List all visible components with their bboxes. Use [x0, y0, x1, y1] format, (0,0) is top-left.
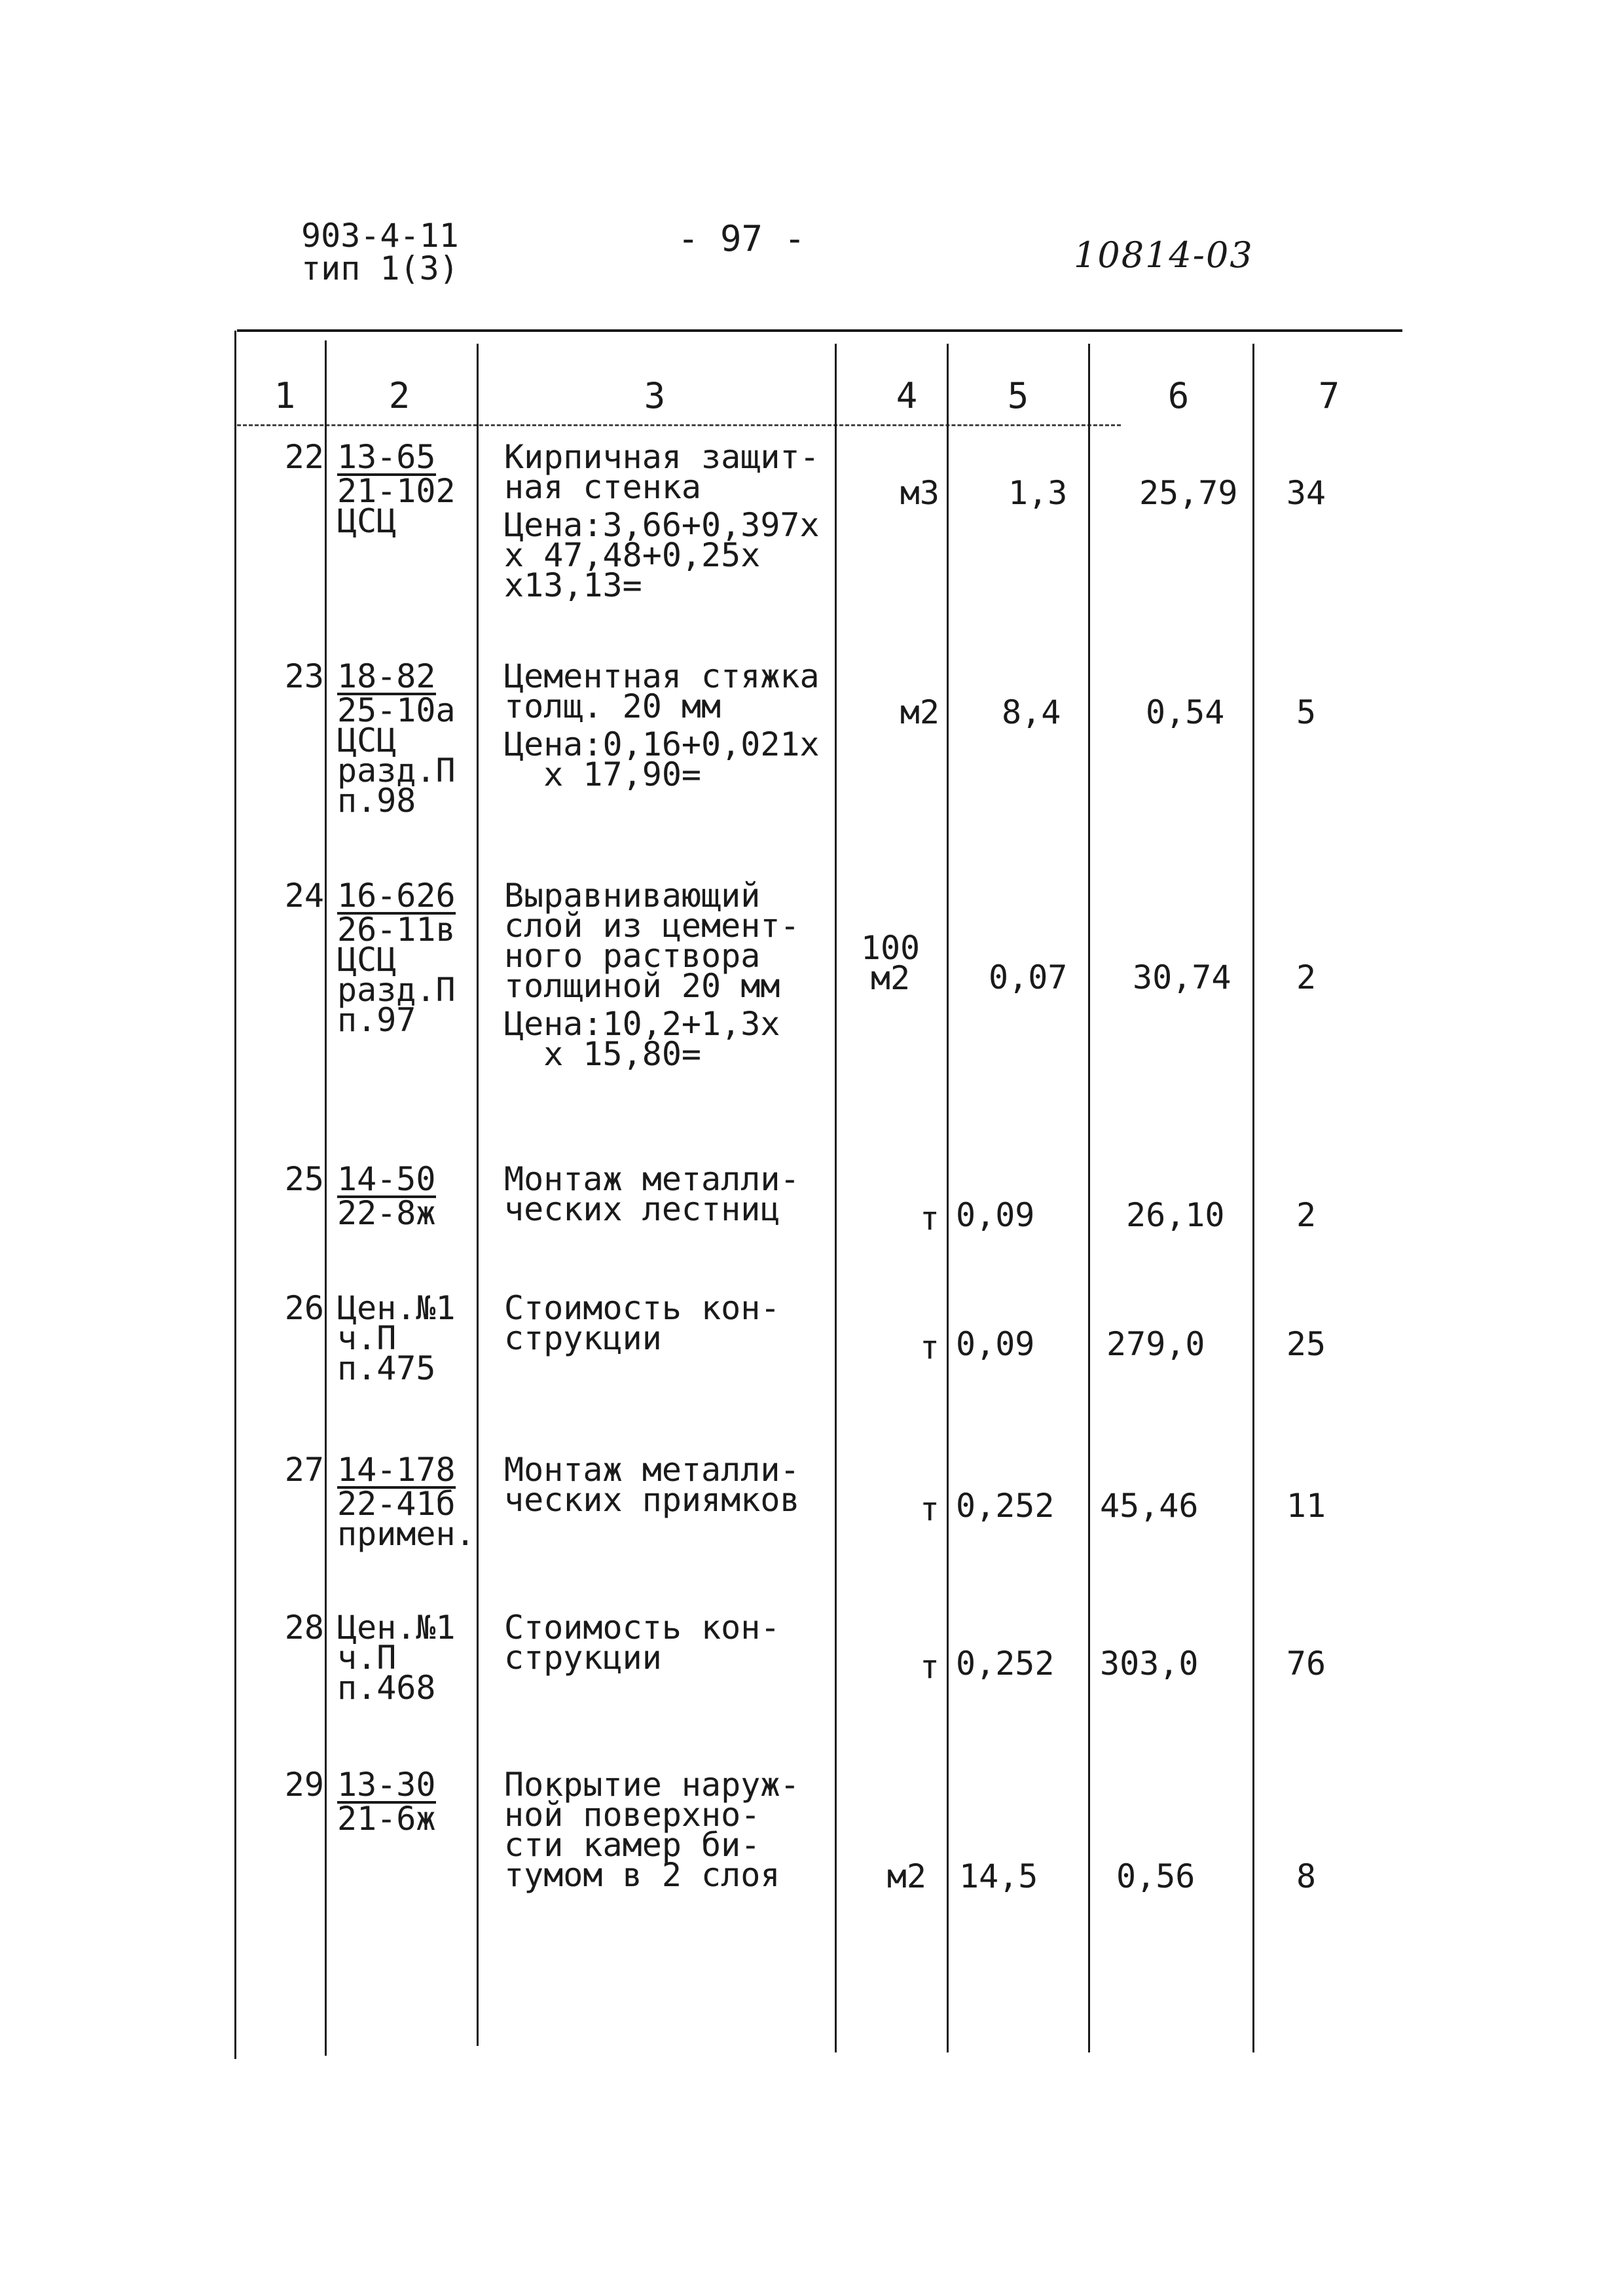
total-cell: 5	[1296, 693, 1317, 731]
row-number: 27	[284, 1451, 324, 1489]
column-rule-left	[234, 331, 236, 2059]
unit-price-cell: 30,74	[1133, 958, 1231, 996]
column-rule-4	[947, 344, 949, 2052]
description-cell: Кирпичная защит- ная стенка Цена:3,66+0,397x x 47,48+0,25x x13,13=	[504, 438, 820, 604]
total-cell: 8	[1296, 1857, 1317, 1895]
row-number: 23	[284, 657, 324, 695]
document-type: тип 1(3)	[301, 249, 459, 287]
unit-price-cell: 26,10	[1126, 1196, 1225, 1234]
column-rule-6	[1252, 344, 1254, 2052]
row-number: 25	[284, 1160, 324, 1198]
column-rule-1	[325, 340, 327, 2056]
unit-cell: м2	[900, 693, 939, 731]
table-top-rule	[237, 329, 1402, 332]
description-cell: Стоимость кон- струкции	[504, 1289, 780, 1357]
document-code: 903-4-11	[301, 217, 459, 255]
column-rule-3	[835, 344, 837, 2052]
reference-cell: 13-30 21-6ж	[337, 1766, 436, 1838]
page-number: - 97 -	[678, 218, 806, 259]
column-header-3: 3	[644, 375, 666, 416]
total-cell: 11	[1286, 1487, 1326, 1525]
description-cell: Выравнивающий слой из цемент- ного раствора толщиной 20 мм Цена:10,2+1,3x x 15,80=	[504, 877, 800, 1073]
row-number: 26	[284, 1289, 324, 1327]
description-cell: Цементная стяжка толщ. 20 мм Цена:0,16+0,021x x 17,90=	[504, 657, 820, 793]
quantity-cell: 8,4	[1002, 693, 1061, 731]
quantity-cell: 1,3	[1008, 474, 1068, 512]
description-cell: Монтаж металли- ческих приямков	[504, 1451, 800, 1519]
description-cell: Покрытие наруж- ной поверхно- сти камер би- тумом в 2 слоя	[504, 1766, 800, 1894]
column-rule-2	[477, 344, 479, 2046]
column-header-4: 4	[896, 375, 918, 416]
row-number: 24	[284, 877, 324, 915]
column-header-5: 5	[1007, 375, 1029, 416]
unit-price-cell: 0,56	[1116, 1857, 1195, 1895]
unit-cell: т	[919, 1328, 939, 1366]
quantity-cell: 0,252	[956, 1487, 1055, 1525]
unit-cell: т	[919, 1648, 939, 1686]
total-cell: 25	[1286, 1325, 1326, 1363]
unit-price-cell: 303,0	[1100, 1645, 1199, 1683]
unit-cell: т	[919, 1199, 939, 1237]
column-header-6: 6	[1167, 375, 1190, 416]
unit-price-cell: 279,0	[1106, 1325, 1205, 1363]
quantity-cell: 14,5	[959, 1857, 1038, 1895]
unit-cell: м3	[900, 474, 939, 512]
reference-cell: 18-82 25-10а ЦСЦ разд.П п.98	[337, 657, 456, 820]
reference-cell: 14-178 22-41б примен.	[337, 1451, 475, 1553]
description-cell: Монтаж металли- ческих лестниц	[504, 1160, 800, 1228]
total-cell: 2	[1296, 958, 1317, 996]
handwritten-number: 10814-03	[1074, 234, 1254, 276]
reference-cell: 14-50 22-8ж	[337, 1160, 436, 1232]
quantity-cell: 0,09	[956, 1325, 1035, 1363]
reference-cell: 16-626 26-11в ЦСЦ разд.П п.97	[337, 877, 456, 1039]
quantity-cell: 0,07	[989, 958, 1068, 996]
header-separator	[237, 424, 1121, 426]
total-cell: 2	[1296, 1196, 1317, 1234]
quantity-cell: 0,09	[956, 1196, 1035, 1234]
column-header-1: 1	[274, 375, 296, 416]
total-cell: 76	[1286, 1645, 1326, 1683]
column-rule-5	[1088, 344, 1090, 2052]
reference-cell: 13-65 21-102 ЦСЦ	[337, 438, 456, 540]
column-header-7: 7	[1318, 375, 1340, 416]
unit-price-cell: 45,46	[1100, 1487, 1199, 1525]
reference-cell: Цен.№1 ч.П п.468	[337, 1609, 456, 1707]
description-cell: Стоимость кон- струкции	[504, 1609, 780, 1677]
unit-price-cell: 0,54	[1146, 693, 1225, 731]
unit-cell: м2	[886, 1857, 926, 1895]
unit-cell: т	[919, 1490, 939, 1528]
row-number: 28	[284, 1609, 324, 1647]
column-header-2: 2	[388, 375, 410, 416]
unit-price-cell: 25,79	[1139, 474, 1238, 512]
row-number: 29	[284, 1766, 324, 1804]
row-number: 22	[284, 438, 324, 476]
reference-cell: Цен.№1 ч.П п.475	[337, 1289, 456, 1387]
unit-cell: 100 м2	[860, 929, 921, 997]
quantity-cell: 0,252	[956, 1645, 1055, 1683]
total-cell: 34	[1286, 474, 1326, 512]
